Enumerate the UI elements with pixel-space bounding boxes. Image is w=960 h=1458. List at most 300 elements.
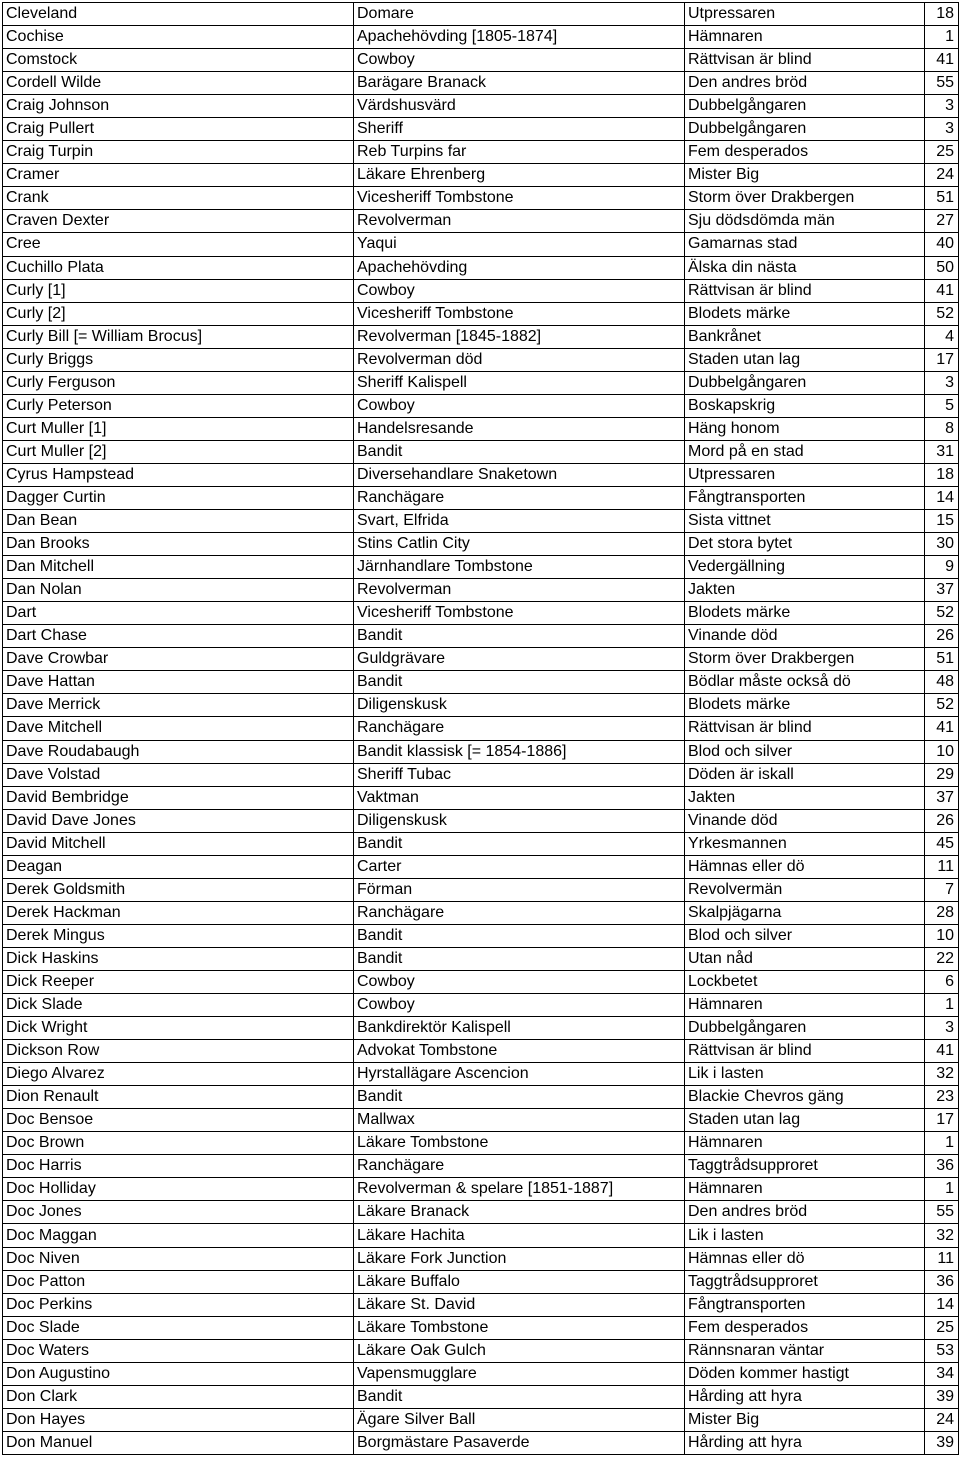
story-title-cell: Blackie Chevros gäng — [685, 1086, 925, 1109]
character-name-cell: Cordell Wilde — [3, 72, 354, 95]
character-name-cell: Dave Hattan — [3, 671, 354, 694]
character-name-cell: Doc Maggan — [3, 1224, 354, 1247]
character-name-cell: Dan Nolan — [3, 579, 354, 602]
story-title-cell: Dubbelgångaren — [685, 1017, 925, 1040]
character-name-cell: Dan Bean — [3, 510, 354, 533]
character-name-cell: Curly [2] — [3, 302, 354, 325]
issue-number-cell: 18 — [925, 463, 959, 486]
table-row — [3, 1086, 959, 1109]
character-role-cell: Sheriff — [354, 118, 685, 141]
character-table-body — [3, 3, 959, 1455]
character-role-cell: Revolverman — [354, 579, 685, 602]
issue-number-cell: 29 — [925, 763, 959, 786]
table-row — [3, 1178, 959, 1201]
issue-number-cell: 41 — [925, 1040, 959, 1063]
table-row — [3, 348, 959, 371]
character-name-cell: Doc Holliday — [3, 1178, 354, 1201]
story-title-cell: Utpressaren — [685, 3, 925, 26]
table-row — [3, 1040, 959, 1063]
table-row — [3, 118, 959, 141]
character-role-cell: Guldgrävare — [354, 648, 685, 671]
story-title-cell: Hämnaren — [685, 1178, 925, 1201]
character-role-cell: Ranchägare — [354, 717, 685, 740]
issue-number-cell: 17 — [925, 348, 959, 371]
character-table — [2, 2, 959, 1455]
character-role-cell: Vicesheriff Tombstone — [354, 602, 685, 625]
story-title-cell: Rättvisan är blind — [685, 49, 925, 72]
issue-number-cell: 51 — [925, 648, 959, 671]
table-row — [3, 533, 959, 556]
character-role-cell: Revolverman [1845-1882] — [354, 325, 685, 348]
character-name-cell: Craig Johnson — [3, 95, 354, 118]
issue-number-cell: 25 — [925, 141, 959, 164]
story-title-cell: Lik i lasten — [685, 1224, 925, 1247]
character-name-cell: Doc Patton — [3, 1270, 354, 1293]
character-name-cell: Dagger Curtin — [3, 486, 354, 509]
table-row — [3, 1224, 959, 1247]
story-title-cell: Yrkesmannen — [685, 832, 925, 855]
character-name-cell: Doc Brown — [3, 1132, 354, 1155]
character-role-cell: Advokat Tombstone — [354, 1040, 685, 1063]
table-row — [3, 602, 959, 625]
issue-number-cell: 3 — [925, 118, 959, 141]
table-row — [3, 740, 959, 763]
character-name-cell: Derek Mingus — [3, 924, 354, 947]
character-role-cell: Järnhandlare Tombstone — [354, 556, 685, 579]
issue-number-cell: 55 — [925, 1201, 959, 1224]
table-row — [3, 717, 959, 740]
character-name-cell: Dave Roudabaugh — [3, 740, 354, 763]
character-name-cell: Dan Brooks — [3, 533, 354, 556]
character-name-cell: Dickson Row — [3, 1040, 354, 1063]
issue-number-cell: 52 — [925, 694, 959, 717]
issue-number-cell: 18 — [925, 3, 959, 26]
character-name-cell: Curly Briggs — [3, 348, 354, 371]
character-name-cell: Comstock — [3, 49, 354, 72]
table-row — [3, 809, 959, 832]
table-row — [3, 763, 959, 786]
character-role-cell: Förman — [354, 878, 685, 901]
character-name-cell: David Dave Jones — [3, 809, 354, 832]
character-role-cell: Sheriff Tubac — [354, 763, 685, 786]
issue-number-cell: 11 — [925, 855, 959, 878]
character-role-cell: Carter — [354, 855, 685, 878]
issue-number-cell: 26 — [925, 809, 959, 832]
table-row — [3, 648, 959, 671]
character-role-cell: Ägare Silver Ball — [354, 1408, 685, 1431]
character-role-cell: Bankdirektör Kalispell — [354, 1017, 685, 1040]
story-title-cell: Lockbetet — [685, 970, 925, 993]
table-row — [3, 417, 959, 440]
character-role-cell: Stins Catlin City — [354, 533, 685, 556]
story-title-cell: Gamarnas stad — [685, 233, 925, 256]
table-row — [3, 256, 959, 279]
character-name-cell: Doc Jones — [3, 1201, 354, 1224]
table-row — [3, 947, 959, 970]
table-row — [3, 1408, 959, 1431]
character-role-cell: Apachehövding [1805-1874] — [354, 26, 685, 49]
table-row — [3, 970, 959, 993]
table-row — [3, 510, 959, 533]
issue-number-cell: 55 — [925, 72, 959, 95]
character-role-cell: Läkare Tombstone — [354, 1316, 685, 1339]
issue-number-cell: 25 — [925, 1316, 959, 1339]
table-row — [3, 49, 959, 72]
character-role-cell: Cowboy — [354, 994, 685, 1017]
issue-number-cell: 50 — [925, 256, 959, 279]
table-row — [3, 187, 959, 210]
table-row — [3, 72, 959, 95]
character-role-cell: Bandit — [354, 440, 685, 463]
story-title-cell: Vinande död — [685, 809, 925, 832]
character-name-cell: Cochise — [3, 26, 354, 49]
issue-number-cell: 9 — [925, 556, 959, 579]
character-role-cell: Bandit — [354, 625, 685, 648]
issue-number-cell: 8 — [925, 417, 959, 440]
story-title-cell: Döden är iskall — [685, 763, 925, 786]
story-title-cell: Hårding att hyra — [685, 1431, 925, 1454]
character-role-cell: Cowboy — [354, 394, 685, 417]
story-title-cell: Blodets märke — [685, 602, 925, 625]
story-title-cell: Mord på en stad — [685, 440, 925, 463]
character-role-cell: Yaqui — [354, 233, 685, 256]
issue-number-cell: 36 — [925, 1155, 959, 1178]
table-row — [3, 1362, 959, 1385]
table-row — [3, 901, 959, 924]
story-title-cell: Hämnaren — [685, 1132, 925, 1155]
character-name-cell: Doc Slade — [3, 1316, 354, 1339]
table-row — [3, 579, 959, 602]
character-name-cell: Craven Dexter — [3, 210, 354, 233]
story-title-cell: Storm över Drakbergen — [685, 648, 925, 671]
character-name-cell: Doc Waters — [3, 1339, 354, 1362]
character-name-cell: Don Clark — [3, 1385, 354, 1408]
story-title-cell: Taggtrådsupproret — [685, 1155, 925, 1178]
issue-number-cell: 5 — [925, 394, 959, 417]
character-name-cell: Dan Mitchell — [3, 556, 354, 579]
story-title-cell: Utan nåd — [685, 947, 925, 970]
character-role-cell: Sheriff Kalispell — [354, 371, 685, 394]
character-role-cell: Cowboy — [354, 970, 685, 993]
story-title-cell: Jakten — [685, 786, 925, 809]
character-name-cell: David Mitchell — [3, 832, 354, 855]
story-title-cell: Hämnas eller dö — [685, 1247, 925, 1270]
issue-number-cell: 32 — [925, 1063, 959, 1086]
issue-number-cell: 32 — [925, 1224, 959, 1247]
story-title-cell: Dubbelgångaren — [685, 118, 925, 141]
table-row — [3, 556, 959, 579]
character-role-cell: Bandit — [354, 924, 685, 947]
table-row — [3, 1063, 959, 1086]
character-role-cell: Revolverman — [354, 210, 685, 233]
story-title-cell: Revolvermän — [685, 878, 925, 901]
table-row — [3, 1132, 959, 1155]
table-row — [3, 1339, 959, 1362]
table-row — [3, 625, 959, 648]
table-row — [3, 141, 959, 164]
issue-number-cell: 48 — [925, 671, 959, 694]
issue-number-cell: 23 — [925, 1086, 959, 1109]
character-name-cell: Craig Pullert — [3, 118, 354, 141]
character-name-cell: Dick Haskins — [3, 947, 354, 970]
character-role-cell: Ranchägare — [354, 901, 685, 924]
story-title-cell: Storm över Drakbergen — [685, 187, 925, 210]
issue-number-cell: 37 — [925, 786, 959, 809]
character-name-cell: Dion Renault — [3, 1086, 354, 1109]
table-row — [3, 832, 959, 855]
character-name-cell: Cramer — [3, 164, 354, 187]
character-name-cell: Dave Merrick — [3, 694, 354, 717]
character-name-cell: Don Augustino — [3, 1362, 354, 1385]
character-role-cell: Borgmästare Pasaverde — [354, 1431, 685, 1454]
character-role-cell: Bandit — [354, 832, 685, 855]
issue-number-cell: 14 — [925, 486, 959, 509]
table-row — [3, 786, 959, 809]
table-row — [3, 924, 959, 947]
character-role-cell: Läkare Branack — [354, 1201, 685, 1224]
table-row — [3, 486, 959, 509]
table-row — [3, 1316, 959, 1339]
story-title-cell: Fångtransporten — [685, 1293, 925, 1316]
story-title-cell: Hämnas eller dö — [685, 855, 925, 878]
issue-number-cell: 17 — [925, 1109, 959, 1132]
table-row — [3, 302, 959, 325]
story-title-cell: Boskapskrig — [685, 394, 925, 417]
issue-number-cell: 1 — [925, 1132, 959, 1155]
character-name-cell: Dave Mitchell — [3, 717, 354, 740]
story-title-cell: Dubbelgångaren — [685, 371, 925, 394]
table-row — [3, 3, 959, 26]
issue-number-cell: 34 — [925, 1362, 959, 1385]
character-name-cell: Curly Peterson — [3, 394, 354, 417]
table-row — [3, 233, 959, 256]
character-name-cell: Dick Slade — [3, 994, 354, 1017]
story-title-cell: Blodets märke — [685, 694, 925, 717]
character-name-cell: Dave Volstad — [3, 763, 354, 786]
character-name-cell: Derek Hackman — [3, 901, 354, 924]
story-title-cell: Taggtrådsupproret — [685, 1270, 925, 1293]
story-title-cell: Rättvisan är blind — [685, 1040, 925, 1063]
issue-number-cell: 52 — [925, 302, 959, 325]
character-name-cell: Cyrus Hampstead — [3, 463, 354, 486]
issue-number-cell: 3 — [925, 95, 959, 118]
table-row — [3, 878, 959, 901]
character-name-cell: Crank — [3, 187, 354, 210]
issue-number-cell: 1 — [925, 26, 959, 49]
character-name-cell: Cuchillo Plata — [3, 256, 354, 279]
character-name-cell: Curly Ferguson — [3, 371, 354, 394]
story-title-cell: Vinande död — [685, 625, 925, 648]
character-role-cell: Bandit klassisk [= 1854-1886] — [354, 740, 685, 763]
table-row — [3, 164, 959, 187]
story-title-cell: Rättvisan är blind — [685, 279, 925, 302]
character-role-cell: Vapensmugglare — [354, 1362, 685, 1385]
character-role-cell: Läkare Oak Gulch — [354, 1339, 685, 1362]
issue-number-cell: 53 — [925, 1339, 959, 1362]
issue-number-cell: 52 — [925, 602, 959, 625]
story-title-cell: Utpressaren — [685, 463, 925, 486]
character-name-cell: David Bembridge — [3, 786, 354, 809]
character-name-cell: Dart Chase — [3, 625, 354, 648]
character-role-cell: Läkare Tombstone — [354, 1132, 685, 1155]
table-row — [3, 694, 959, 717]
story-title-cell: Döden kommer hastigt — [685, 1362, 925, 1385]
character-name-cell: Curly [1] — [3, 279, 354, 302]
character-role-cell: Ranchägare — [354, 1155, 685, 1178]
character-name-cell: Doc Harris — [3, 1155, 354, 1178]
issue-number-cell: 7 — [925, 878, 959, 901]
issue-number-cell: 3 — [925, 1017, 959, 1040]
story-title-cell: Vedergällning — [685, 556, 925, 579]
story-title-cell: Sista vittnet — [685, 510, 925, 533]
character-role-cell: Handelsresande — [354, 417, 685, 440]
character-name-cell: Derek Goldsmith — [3, 878, 354, 901]
story-title-cell: Blod och silver — [685, 740, 925, 763]
story-title-cell: Skalpjägarna — [685, 901, 925, 924]
story-title-cell: Fångtransporten — [685, 486, 925, 509]
story-title-cell: Fem desperados — [685, 141, 925, 164]
issue-number-cell: 28 — [925, 901, 959, 924]
character-role-cell: Domare — [354, 3, 685, 26]
story-title-cell: Hämnaren — [685, 994, 925, 1017]
story-title-cell: Älska din nästa — [685, 256, 925, 279]
character-name-cell: Cree — [3, 233, 354, 256]
table-row — [3, 463, 959, 486]
issue-number-cell: 39 — [925, 1431, 959, 1454]
character-role-cell: Reb Turpins far — [354, 141, 685, 164]
character-name-cell: Craig Turpin — [3, 141, 354, 164]
table-row — [3, 671, 959, 694]
issue-number-cell: 24 — [925, 164, 959, 187]
issue-number-cell: 30 — [925, 533, 959, 556]
issue-number-cell: 39 — [925, 1385, 959, 1408]
issue-number-cell: 41 — [925, 49, 959, 72]
character-name-cell: Curt Muller [2] — [3, 440, 354, 463]
character-role-cell: Hyrstallägare Ascencion — [354, 1063, 685, 1086]
issue-number-cell: 27 — [925, 210, 959, 233]
character-name-cell: Cleveland — [3, 3, 354, 26]
table-row — [3, 1247, 959, 1270]
character-role-cell: Cowboy — [354, 279, 685, 302]
issue-number-cell: 15 — [925, 510, 959, 533]
story-title-cell: Rättvisan är blind — [685, 717, 925, 740]
table-row — [3, 210, 959, 233]
table-row — [3, 1431, 959, 1454]
story-title-cell: Den andres bröd — [685, 72, 925, 95]
character-role-cell: Vicesheriff Tombstone — [354, 187, 685, 210]
table-row — [3, 371, 959, 394]
issue-number-cell: 11 — [925, 1247, 959, 1270]
story-title-cell: Staden utan lag — [685, 1109, 925, 1132]
story-title-cell: Lik i lasten — [685, 1063, 925, 1086]
story-title-cell: Dubbelgångaren — [685, 95, 925, 118]
story-title-cell: Hämnaren — [685, 26, 925, 49]
issue-number-cell: 36 — [925, 1270, 959, 1293]
table-row — [3, 855, 959, 878]
character-name-cell: Dave Crowbar — [3, 648, 354, 671]
table-row — [3, 1109, 959, 1132]
character-name-cell: Dick Wright — [3, 1017, 354, 1040]
issue-number-cell: 41 — [925, 717, 959, 740]
issue-number-cell: 41 — [925, 279, 959, 302]
story-title-cell: Jakten — [685, 579, 925, 602]
story-title-cell: Den andres bröd — [685, 1201, 925, 1224]
character-role-cell: Bandit — [354, 1086, 685, 1109]
character-name-cell: Doc Perkins — [3, 1293, 354, 1316]
table-row — [3, 95, 959, 118]
character-name-cell: Don Manuel — [3, 1431, 354, 1454]
table-row — [3, 1201, 959, 1224]
issue-number-cell: 51 — [925, 187, 959, 210]
character-name-cell: Don Hayes — [3, 1408, 354, 1431]
table-row — [3, 26, 959, 49]
issue-number-cell: 24 — [925, 1408, 959, 1431]
table-row — [3, 1155, 959, 1178]
issue-number-cell: 10 — [925, 924, 959, 947]
issue-number-cell: 6 — [925, 970, 959, 993]
table-row — [3, 1385, 959, 1408]
story-title-cell: Sju dödsdömda män — [685, 210, 925, 233]
character-role-cell: Diligenskusk — [354, 809, 685, 832]
table-row — [3, 325, 959, 348]
character-role-cell: Värdshusvärd — [354, 95, 685, 118]
character-role-cell: Läkare Fork Junction — [354, 1247, 685, 1270]
issue-number-cell: 26 — [925, 625, 959, 648]
issue-number-cell: 14 — [925, 1293, 959, 1316]
character-role-cell: Bandit — [354, 947, 685, 970]
character-name-cell: Doc Niven — [3, 1247, 354, 1270]
issue-number-cell: 1 — [925, 994, 959, 1017]
table-row — [3, 1270, 959, 1293]
story-title-cell: Blodets märke — [685, 302, 925, 325]
character-role-cell: Bandit — [354, 1385, 685, 1408]
character-name-cell: Doc Bensoe — [3, 1109, 354, 1132]
story-title-cell: Det stora bytet — [685, 533, 925, 556]
character-role-cell: Läkare Hachita — [354, 1224, 685, 1247]
character-role-cell: Apachehövding — [354, 256, 685, 279]
character-role-cell: Läkare Ehrenberg — [354, 164, 685, 187]
issue-number-cell: 40 — [925, 233, 959, 256]
table-row — [3, 440, 959, 463]
character-role-cell: Bandit — [354, 671, 685, 694]
issue-number-cell: 4 — [925, 325, 959, 348]
character-name-cell: Curt Muller [1] — [3, 417, 354, 440]
character-name-cell: Dick Reeper — [3, 970, 354, 993]
story-title-cell: Mister Big — [685, 164, 925, 187]
character-role-cell: Revolverman död — [354, 348, 685, 371]
table-row — [3, 1017, 959, 1040]
story-title-cell: Hårding att hyra — [685, 1385, 925, 1408]
character-name-cell: Deagan — [3, 855, 354, 878]
character-role-cell: Läkare Buffalo — [354, 1270, 685, 1293]
character-role-cell: Svart, Elfrida — [354, 510, 685, 533]
character-name-cell: Dart — [3, 602, 354, 625]
character-role-cell: Ranchägare — [354, 486, 685, 509]
table-row — [3, 279, 959, 302]
character-name-cell: Diego Alvarez — [3, 1063, 354, 1086]
story-title-cell: Rännsnaran väntar — [685, 1339, 925, 1362]
issue-number-cell: 31 — [925, 440, 959, 463]
story-title-cell: Bankrånet — [685, 325, 925, 348]
story-title-cell: Bödlar måste också dö — [685, 671, 925, 694]
character-role-cell: Diligenskusk — [354, 694, 685, 717]
issue-number-cell: 10 — [925, 740, 959, 763]
story-title-cell: Häng honom — [685, 417, 925, 440]
table-row — [3, 394, 959, 417]
character-role-cell: Vicesheriff Tombstone — [354, 302, 685, 325]
issue-number-cell: 37 — [925, 579, 959, 602]
character-role-cell: Barägare Branack — [354, 72, 685, 95]
